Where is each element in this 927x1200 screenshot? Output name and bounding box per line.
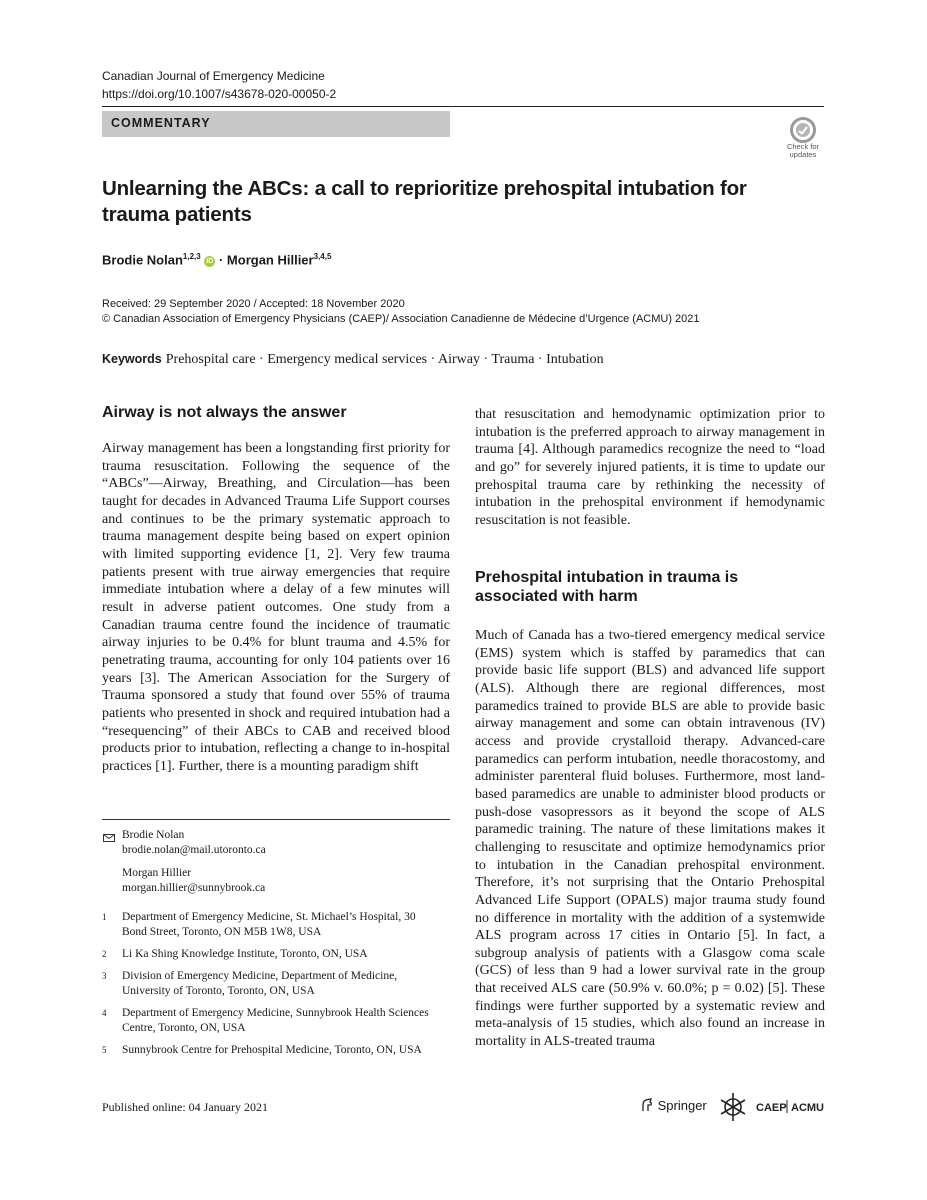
body-paragraph: Much of Canada has a two-tiered emergency medical service (EMS) system which is staffed by paramedics that can provide basic life support (BLS) and advanced life support (ALS). Although there are regional differences, most paramedics trained to provide BLS are able to provide basic airway management and some can obtain intravenous (IV) access and provide crystalloid therapy. Advanced-care paramedics can perform intubation, needle thoracostomy, and administer parenteral fluid boluses. Furthermore, most land-based paramedics are unable to administer blood products or push-dose vasopressors as it beyond the scope of ALS paramedic training. The nature of these limitations makes it challenging to resuscitate and optimize hemodynamics prior to intubation in the Canadian prehospital environment. Therefore, it’s not surprising that the Ontario Prehospital Advanced Life Support (OPALS) major trauma study found no difference in mortality with the addition of a systemwide ALS program across 17 cities in Ontario [5]. In fact, a subgroup analysis of patients with a Glasgow coma scale (GCS) of less than 9 had a lower survival rate in the group that received ALS care (50.9% v. 60.0%; p = 0.02) [5]. These findings were further supported by a systematic review and meta-analysis of 15 studies, which also found an increase in mortality in ALS-treated trauma bbox=[475, 628, 825, 1050]
contact-entry bbox=[122, 866, 265, 896]
journal-header bbox=[102, 67, 336, 103]
article-title: Unlearning the ABCs: a call to reprioritize prehospital intubation for trauma patients bbox=[102, 177, 747, 226]
received-accepted-dates: Received: 29 September 2020 / Accepted: 18 November 2020 bbox=[102, 298, 405, 310]
author-name[interactable]: Brodie Nolan bbox=[102, 252, 183, 268]
check-updates-icon bbox=[790, 117, 816, 143]
affiliation-text: Li Ka Shing Knowledge Institute, Toronto, ON, USA bbox=[122, 948, 368, 960]
section-heading: Airway is not always the answer bbox=[102, 404, 347, 421]
springer-wordmark: Springer bbox=[657, 1098, 707, 1113]
section-label-bar bbox=[102, 111, 450, 137]
contact-name: Morgan Hillier bbox=[122, 867, 192, 879]
affiliation-number: 4 bbox=[102, 1008, 107, 1018]
springer-horse-icon bbox=[640, 1098, 658, 1113]
published-online: Published online: 04 January 2021 bbox=[102, 1100, 268, 1114]
copyright-line: © Canadian Association of Emergency Physicians (CAEP)/ Association Canadienne de Médecine d’Urgence (ACMU) 2021 bbox=[102, 313, 700, 325]
footnote-rule bbox=[102, 819, 450, 820]
caep-text: CAEP bbox=[756, 1102, 787, 1114]
affiliation-number: 1 bbox=[102, 912, 107, 922]
author-name[interactable]: Morgan Hillier bbox=[226, 252, 314, 268]
orcid-icon[interactable]: iD bbox=[206, 258, 214, 266]
affiliation-number: 2 bbox=[102, 949, 107, 959]
keywords-label: Keywords bbox=[102, 352, 162, 366]
affiliation-text: Division of Emergency Medicine, Department of Medicine, University of Toronto, Toronto, ON, USA bbox=[122, 970, 398, 997]
affiliation-text: Sunnybrook Centre for Prehospital Medicine, Toronto, ON, USA bbox=[122, 1044, 422, 1056]
check-updates-line1: Check for bbox=[786, 142, 820, 151]
keywords bbox=[102, 350, 604, 368]
journal-name: Canadian Journal of Emergency Medicine bbox=[102, 69, 325, 83]
section-label: COMMENTARY bbox=[111, 116, 211, 130]
section-heading: Prehospital intubation in trauma is associated with harm bbox=[475, 569, 739, 605]
contact-email[interactable]: brodie.nolan@mail.utoronto.ca bbox=[122, 844, 266, 856]
doi-link[interactable]: https://doi.org/10.1007/s43678-020-00050-2 bbox=[102, 87, 337, 101]
check-for-updates-badge[interactable] bbox=[782, 115, 824, 161]
author-list bbox=[102, 252, 331, 267]
affiliation-number: 3 bbox=[102, 971, 107, 981]
caep-acmu-logo bbox=[716, 1090, 826, 1124]
contact-name: Brodie Nolan bbox=[122, 829, 185, 841]
caep-star-icon bbox=[721, 1093, 745, 1121]
affiliation-text: Department of Emergency Medicine, Sunnybrook Health Sciences Centre, Toronto, ON, USA bbox=[122, 1007, 429, 1034]
header-rule bbox=[102, 106, 824, 107]
body-paragraph: that resuscitation and hemodynamic optimization prior to intubation is the preferred approach to airway management in trauma [4]. Although paramedics recognize the need to “load and go” for severely injured patients, it is time to update our prehospital trauma care by rethinking the necessity of intubation in the prehospital environment if hemodynamic resuscitation is not feasible. bbox=[475, 407, 825, 528]
keywords-text: Prehospital care · Emergency medical services · Airway · Trauma · Intubation bbox=[165, 352, 604, 367]
affiliation-text: Department of Emergency Medicine, St. Michael’s Hospital, 30 Bond Street, Toronto, ON M5B 1W8, USA bbox=[122, 911, 416, 938]
contact-entry bbox=[122, 828, 266, 858]
author-affiliation-marks: 1,2,3 bbox=[182, 252, 201, 261]
article-history bbox=[102, 297, 700, 327]
affiliation-number: 5 bbox=[102, 1045, 107, 1055]
body-paragraph: Airway management has been a longstanding first priority for trauma resuscitation. Following the sequence of the “ABCs”—Airway, Breathing, and Circulation—has been taught for decades in Advanced Trauma Life Support courses and continues to be the primary systematic approach to trauma management despite being based on expert opinion with limited supporting evidence [1, 2]. Very few trauma patients present with true airway emergencies that require immediate intubation where a delay of a few minutes will result in adverse patient outcomes. One study from a Canadian trauma centre found the incidence of traumatic airway injuries to be 0.4% for blunt trauma and 4.5% for penetrating trauma, accounting for only 104 patients over 16 years [3]. The American Association for the Surgery of Trauma sponsored a study that found over 55% of trauma patients who presented in shock and required intubation had a “resequencing” of their ABCs to CAB and received blood products prior to intubation, reflecting a change to in-hospital practices [1]. Further, there is a mounting paradigm shift bbox=[102, 441, 450, 774]
acmu-text: ACMU bbox=[791, 1102, 824, 1114]
springer-logo bbox=[640, 1098, 707, 1113]
author-affiliation-marks: 3,4,5 bbox=[313, 252, 332, 261]
author-separator: · bbox=[218, 252, 224, 268]
envelope-icon bbox=[103, 832, 115, 840]
check-updates-line2: updates bbox=[789, 150, 817, 159]
contact-email[interactable]: morgan.hillier@sunnybrook.ca bbox=[122, 882, 266, 894]
